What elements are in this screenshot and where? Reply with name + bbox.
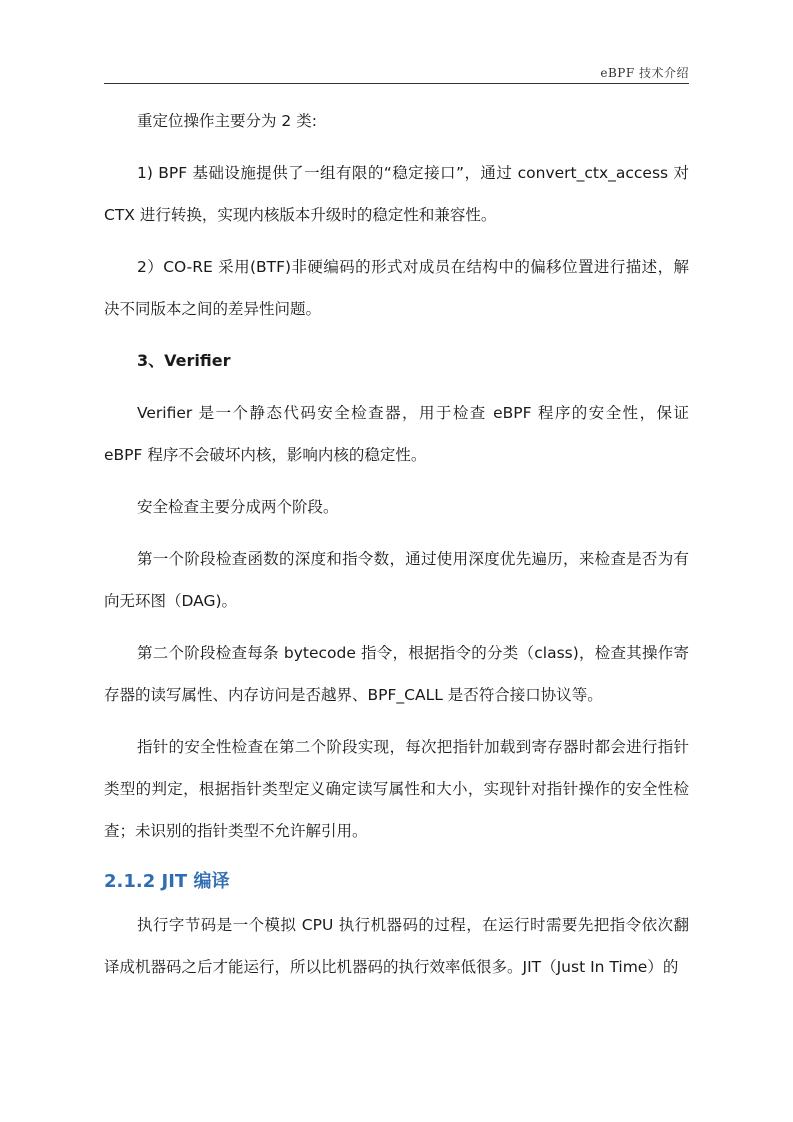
paragraph-check-phases: 安全检查主要分成两个阶段。 xyxy=(137,498,339,516)
heading-jit: 2.1.2 JIT 编译 xyxy=(104,871,230,892)
paragraph-pointer-check: 指针的安全性检查在第二个阶段实现，每次把指针加载到寄存器时都会进行指针类型的判定，根据指针类型定义确定读写属性和大小，实现针对指针操作的安全性检查；未识别的指针类型不允许解引用。 xyxy=(104,738,689,840)
document-body xyxy=(104,100,689,988)
running-header: eBPF 技术介绍 xyxy=(600,66,689,80)
paragraph-relocation-item-1: 1) BPF 基础设施提供了一组有限的“稳定接口”，通过 convert_ctx_access 对 CTX 进行转换，实现内核版本升级时的稳定性和兼容性。 xyxy=(104,164,689,224)
paragraph-relocation-item-2: 2）CO-RE 采用(BTF)非硬编码的形式对成员在结构中的偏移位置进行描述，解决不同版本之间的差异性问题。 xyxy=(104,258,689,318)
paragraph-relocation-intro: 重定位操作主要分为 2 类: xyxy=(137,112,317,130)
header-rule xyxy=(104,83,689,84)
paragraph-jit-intro: 执行字节码是一个模拟 CPU 执行机器码的过程，在运行时需要先把指令依次翻译成机器码之后才能运行，所以比机器码的执行效率低很多。JIT（Just In Time）的 xyxy=(104,916,689,976)
paragraph-phase-2: 第二个阶段检查每条 bytecode 指令，根据指令的分类（class)，检查其操作寄存器的读写属性、内存访问是否越界、BPF_CALL 是否符合接口协议等。 xyxy=(104,644,689,704)
paragraph-verifier-desc: Verifier 是一个静态代码安全检查器，用于检查 eBPF 程序的安全性，保证 eBPF 程序不会破坏内核，影响内核的稳定性。 xyxy=(104,404,689,464)
paragraph-phase-1: 第一个阶段检查函数的深度和指令数，通过使用深度优先遍历，来检查是否为有向无环图（DAG)。 xyxy=(104,550,689,610)
heading-verifier: 3、Verifier xyxy=(137,351,231,370)
